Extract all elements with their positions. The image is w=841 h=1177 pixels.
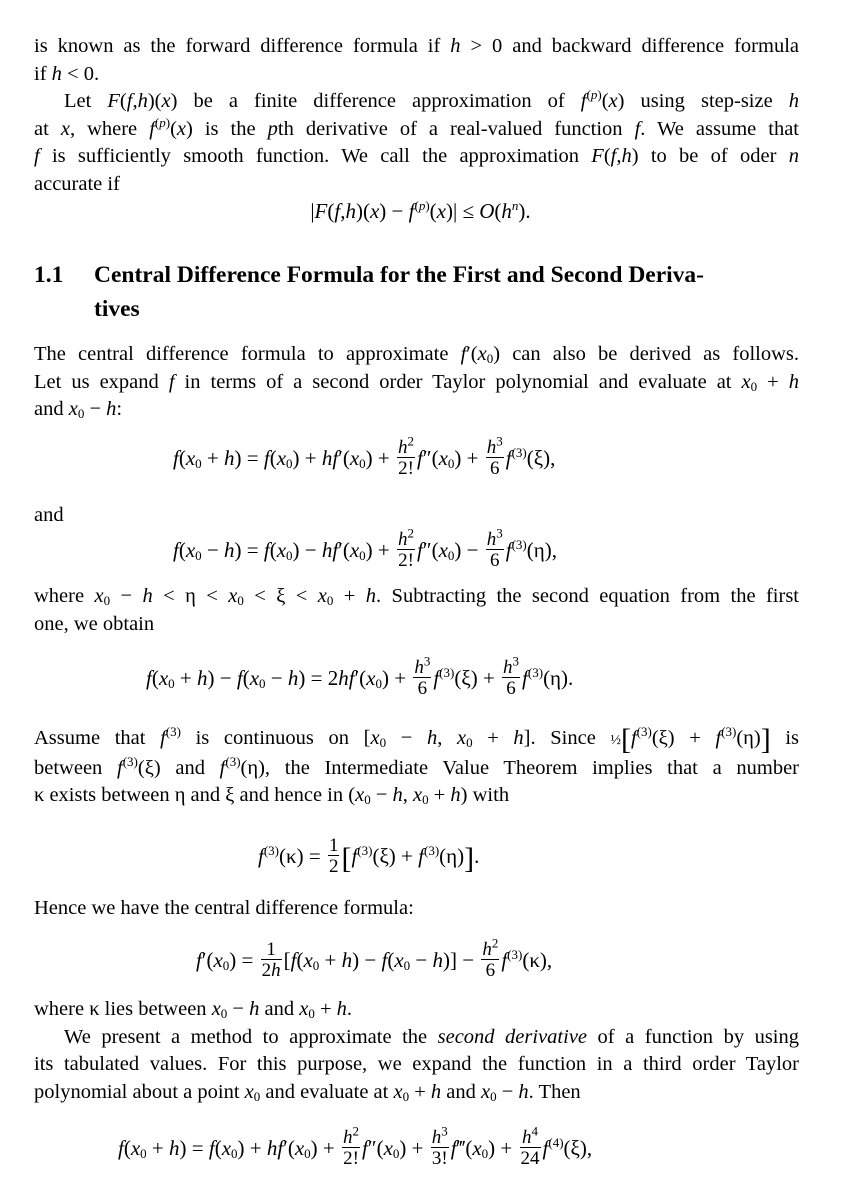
- equation-taylor-minus: $f(x_0 - h) = f(x_0) - hf'(x_0)$ + $\frac{h^2}{2!}$ $f''(x_0)$ − $\frac{h^3}{6}$ $f^{(3)}(\eta)$,: [173, 525, 557, 571]
- section-heading: [34, 258, 804, 326]
- equation-ivt: $f^{(3)}(\kappa)$ = $\frac{1}{2}$ $[f^{(3)}(\xi) + f^{(3)}(\eta)]$.: [258, 835, 480, 877]
- equation-central: $f'(x_0)$ = $\frac{1}{2h}$ $[f(x_0 + h) - f(x_0 - h)]$ − $\frac{h^2}{6}$ $f^{(3)}(\kappa)$,: [196, 935, 553, 981]
- and-word: and: [34, 504, 64, 526]
- section-number: 1.1: [34, 262, 64, 288]
- paragraph-definition: Let F(f,h)(x) be a finite difference approximation of $f^{(p)}(x)$ using step-size h at x, where $f^{(p)}(x)$ is the pth derivative of a real-valued function f. We assume that f is sufficiently smooth function. We call the approximation F(f,h) to be of oder n accurate if: [34, 87, 800, 195]
- paragraph-ivt: Assume that $f^{(3)}$ is continuous on [$x_0 - h$, $x_0 + h$]. Since $\frac{1}{2}[f^{(3)}(\xi) + f^{(3)}(\eta)]$ is between $f^{(3)}(\xi)$ and $f^{(3)}(\eta)$, the Intermediate Value Theorem implies that a number κ exists between η and ξ and hence in ($x_0 - h$, $x_0 + h$) with: [34, 723, 800, 807]
- paragraph-hence: Hence we have the central difference formula:: [34, 897, 414, 919]
- paragraph-forward-backward: is known as the forward difference formula if h > 0 and backward difference formula if h < 0.: [34, 35, 799, 85]
- paragraph-second-derivative: where κ lies between $x_0 - h$ and $x_0 + h$. We present a method to approximate the second derivative of a function by using its tabulated values. For this purpose, we expand the function in a third order Taylor polynomial about a point $x_0$ and evaluate at $x_0 + h$ and $x_0 - h$. Then: [34, 998, 800, 1104]
- section-title: Central Difference Formula for the First and Second Deriva- tives: [94, 262, 705, 322]
- equation-taylor-third: $f(x_0 + h) = f(x_0) + hf'(x_0)$ + $\frac{h^2}{2!}$ $f''(x_0)$ + $\frac{h^3}{3!}$ $f‴(x_0)$ + $\frac{h^4}{24}$ $f^{(4)}(\xi)$,: [118, 1123, 593, 1169]
- paragraph-central-intro: The central difference formula to approximate $f'(x_0)$ can also be derived as follows. Let us expand f in terms of a second order Taylor polynomial and evaluate at $x_0 + h$ and $x_0 - h$:: [34, 343, 799, 421]
- equation-subtract: $f(x_0 + h) - f(x_0 - h) = 2hf'(x_0)$ + $\frac{h^3}{6}$ $f^{(3)}(\xi)$ + $\frac{h^3}{6}$ $f^{(3)}(\eta)$.: [146, 653, 574, 699]
- equation-accuracy: $|F(f,h)(x) - f^{(p)}(x)| \le O(h^n)$.: [310, 198, 531, 223]
- equation-taylor-plus: $f(x_0 + h) = f(x_0) + hf'(x_0)$ + $\frac{h^2}{2!}$ $f''(x_0)$ + $\frac{h^3}{6}$ $f^{(3)}(\xi)$,: [173, 433, 556, 479]
- paragraph-subtracting: where $x_0 - h < \eta < x_0 < \xi < x_0 + h$. Subtracting the second equation from the first one, we obtain: [34, 585, 800, 635]
